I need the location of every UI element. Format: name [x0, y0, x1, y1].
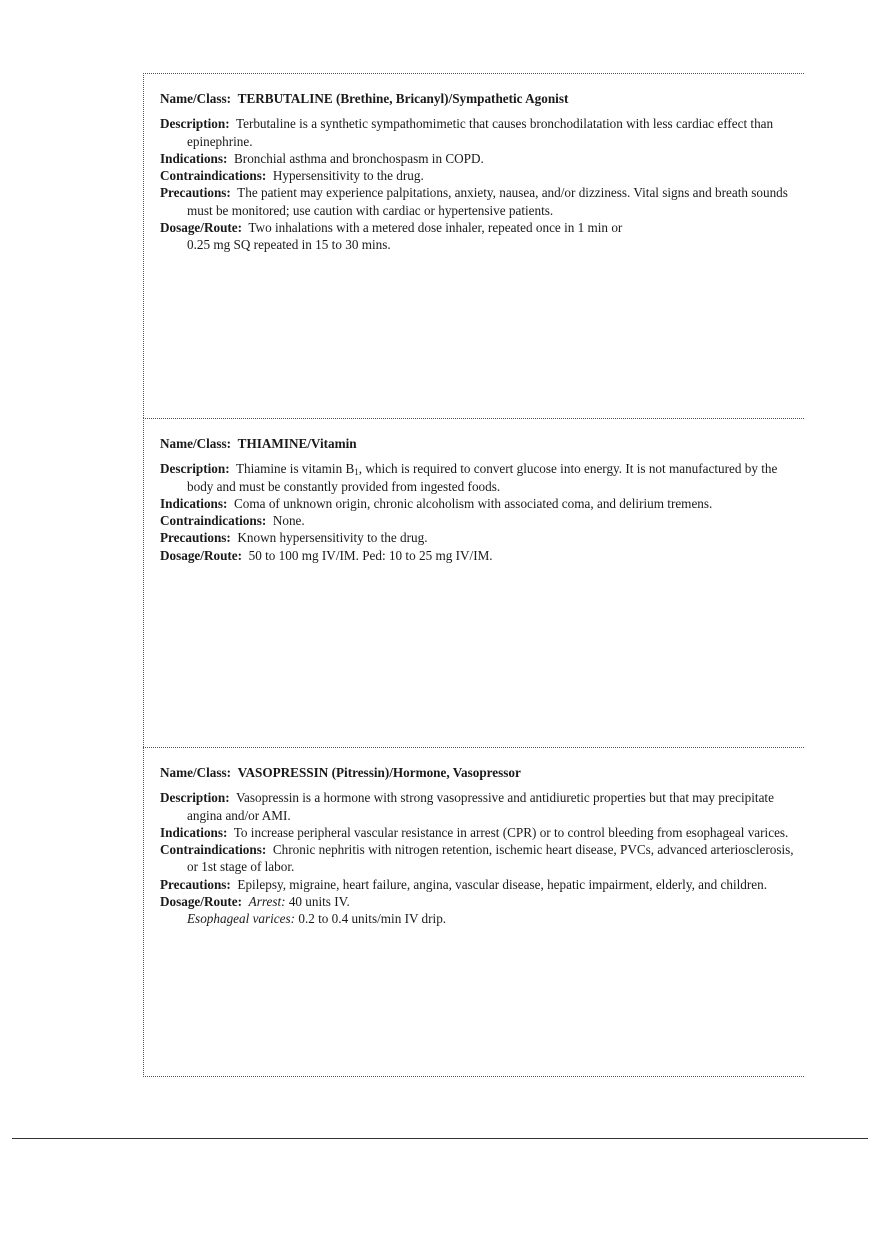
dosage-route-field: Dosage/Route: Two inhalations with a metered dose inhaler, repeated once in 1 min or	[160, 220, 623, 236]
card-title: Name/Class: VASOPRESSIN (Pitressin)/Hormone, Vasopressor	[160, 765, 521, 780]
dosage-route-continued: Esophageal varices: 0.2 to 0.4 units/min IV drip.	[187, 911, 447, 927]
flashcard-sheet	[143, 73, 804, 1077]
contraindications-field: Contraindications: Chronic nephritis with nitrogen retention, ischemic heart disease, PVCs, advanced arteriosclerosis, or 1st stage of labor.	[160, 842, 794, 875]
drug-card-vasopressin	[143, 747, 804, 1077]
drug-card-terbutaline	[143, 73, 804, 418]
dosage-route-field: Dosage/Route: Arrest: 40 units IV.	[160, 894, 350, 910]
indications-field: Indications: Bronchial asthma and bronchospasm in COPD.	[160, 150, 484, 166]
dosage-route-continued: 0.25 mg SQ repeated in 15 to 30 mins.	[187, 237, 391, 253]
precautions-field: Precautions: Epilepsy, migraine, heart failure, angina, vascular disease, hepatic impairment, elderly, and children.	[160, 876, 768, 892]
card-title: Name/Class: TERBUTALINE (Brethine, Bricanyl)/Sympathetic Agonist	[160, 91, 569, 106]
contraindications-field: Contraindications: None.	[160, 513, 305, 529]
description-field: Description: Terbutaline is a synthetic sympathomimetic that causes bronchodilatation with less cardiac effect than epinephrine.	[160, 116, 774, 149]
footer-divider	[12, 1138, 868, 1139]
drug-name: THIAMINE/Vitamin	[237, 436, 357, 451]
card-title: Name/Class: THIAMINE/Vitamin	[160, 436, 357, 451]
drug-name: TERBUTALINE (Brethine, Bricanyl)/Sympathetic Agonist	[237, 91, 569, 106]
indications-field: Indications: To increase peripheral vascular resistance in arrest (CPR) or to control bleeding from esophageal varices.	[160, 824, 789, 840]
dosage-route-field: Dosage/Route: 50 to 100 mg IV/IM. Ped: 10 to 25 mg IV/IM.	[160, 547, 493, 563]
indications-field: Indications: Coma of unknown origin, chronic alcoholism with associated coma, and delirium tremens.	[160, 495, 713, 511]
description-field: Description: Thiamine is vitamin $B_1$, which is required to convert glucose into energy. It is not manufactured by the body and must be constantly provided from ingested foods.	[160, 461, 778, 494]
precautions-field: Precautions: Known hypersensitivity to the drug.	[160, 530, 428, 546]
description-field: Description: Vasopressin is a hormone with strong vasopressive and antidiuretic properties but that may precipitate angina and/or AMI.	[160, 790, 774, 823]
contraindications-field: Contraindications: Hypersensitivity to the drug.	[160, 168, 424, 184]
drug-card-thiamine	[143, 418, 804, 747]
drug-name: VASOPRESSIN (Pitressin)/Hormone, Vasopressor	[237, 765, 521, 780]
precautions-field: Precautions: The patient may experience palpitations, anxiety, nausea, and/or dizziness. Vital signs and breath sounds must be monitored; use caution with cardiac or hypertensive patients.	[160, 185, 788, 218]
